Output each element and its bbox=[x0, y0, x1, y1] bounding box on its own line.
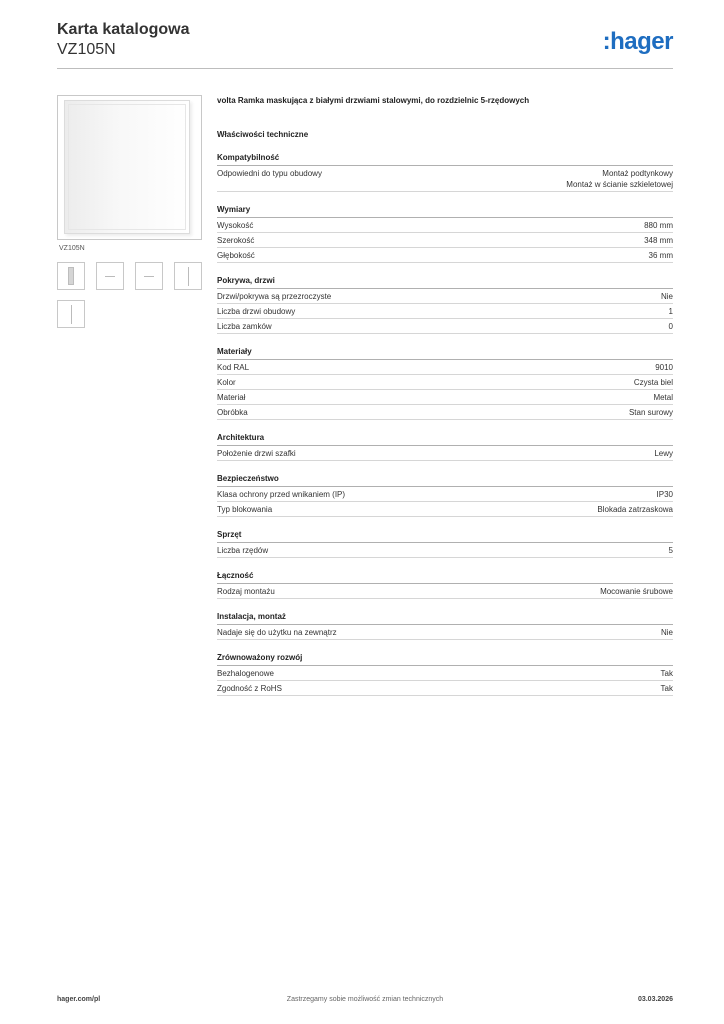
property-label: Liczba zamków bbox=[217, 322, 272, 331]
product-details bbox=[217, 95, 673, 696]
property-row bbox=[217, 502, 673, 517]
property-value bbox=[653, 392, 673, 403]
property-value-line: Mocowanie śrubowe bbox=[600, 587, 673, 596]
property-value bbox=[644, 235, 673, 246]
property-value-line: Montaż w ścianie szkieletowej bbox=[566, 180, 673, 189]
property-value bbox=[661, 291, 673, 302]
footer-website[interactable]: hager.com/pl bbox=[57, 996, 101, 1003]
property-section bbox=[217, 653, 673, 696]
drawing-thumb-icon bbox=[188, 267, 189, 286]
section-title: Sprzęt bbox=[217, 530, 673, 543]
property-section bbox=[217, 530, 673, 558]
property-row bbox=[217, 405, 673, 420]
product-code: VZ105N bbox=[57, 41, 116, 58]
property-value-line: 348 mm bbox=[644, 236, 673, 245]
property-section bbox=[217, 474, 673, 517]
page-header bbox=[57, 20, 673, 70]
section-title: Architektura bbox=[217, 433, 673, 446]
property-row bbox=[217, 625, 673, 640]
section-title: Materiały bbox=[217, 347, 673, 360]
property-label: Szerokość bbox=[217, 236, 255, 245]
panel-thumb-icon bbox=[68, 267, 74, 285]
image-caption: VZ105N bbox=[59, 245, 85, 252]
property-value-line: Nie bbox=[660, 292, 673, 301]
property-value-line: Metal bbox=[653, 393, 673, 402]
property-value-line: Stan surowy bbox=[628, 408, 673, 417]
property-row bbox=[217, 584, 673, 599]
thumbnail-drawing-4[interactable] bbox=[57, 300, 85, 328]
thumbnail-drawing-1[interactable] bbox=[96, 262, 124, 290]
drawing-thumb-icon bbox=[71, 305, 72, 324]
section-title: Instalacja, montaż bbox=[217, 612, 673, 625]
section-title: Kompatybilność bbox=[217, 153, 673, 166]
property-label: Odpowiedni do typu obudowy bbox=[217, 169, 322, 178]
property-label: Liczba drzwi obudowy bbox=[217, 307, 296, 316]
property-label: Bezhalogenowe bbox=[217, 669, 274, 678]
property-label: Drzwi/pokrywa są przezroczyste bbox=[217, 292, 332, 301]
property-value-line: IP30 bbox=[656, 490, 673, 499]
property-value-line: 36 mm bbox=[648, 251, 673, 260]
property-value bbox=[649, 250, 673, 261]
property-value bbox=[661, 627, 673, 638]
property-value-line: Nie bbox=[660, 628, 673, 637]
property-section bbox=[217, 571, 673, 599]
property-row bbox=[217, 218, 673, 233]
property-label: Położenie drzwi szafki bbox=[217, 449, 296, 458]
property-value-line: Montaż podtynkowy bbox=[602, 169, 673, 178]
thumbnail-front-view[interactable] bbox=[57, 262, 85, 290]
property-row bbox=[217, 304, 673, 319]
property-value bbox=[600, 586, 673, 597]
footer-date: 03.03.2026 bbox=[637, 996, 673, 1003]
property-value-line: Blokada zatrzaskowa bbox=[597, 505, 673, 514]
property-value-line: 5 bbox=[668, 546, 673, 555]
property-row bbox=[217, 166, 673, 192]
drawing-thumb-icon bbox=[105, 276, 115, 277]
property-section bbox=[217, 153, 673, 192]
property-label: Materiał bbox=[217, 393, 246, 402]
property-label: Nadaje się do użytku na zewnątrz bbox=[217, 628, 337, 637]
property-row bbox=[217, 446, 673, 461]
property-value bbox=[655, 362, 673, 373]
property-value bbox=[669, 321, 673, 332]
property-value-line: Lewy bbox=[654, 449, 673, 458]
property-value bbox=[669, 306, 673, 317]
property-value bbox=[657, 489, 673, 500]
property-label: Klasa ochrony przed wnikaniem (IP) bbox=[217, 490, 346, 499]
properties-sections bbox=[217, 153, 673, 696]
property-label: Głębokość bbox=[217, 251, 255, 260]
property-section bbox=[217, 433, 673, 461]
property-value-line: Tak bbox=[660, 669, 673, 678]
property-value bbox=[629, 407, 673, 418]
property-value-line: 0 bbox=[668, 322, 673, 331]
property-value bbox=[661, 683, 673, 694]
property-row bbox=[217, 319, 673, 334]
property-value-line: 9010 bbox=[655, 363, 673, 372]
property-section bbox=[217, 612, 673, 640]
property-value bbox=[634, 377, 673, 388]
property-value bbox=[661, 668, 673, 679]
property-row bbox=[217, 487, 673, 502]
property-label: Typ blokowania bbox=[217, 505, 273, 514]
header-divider bbox=[57, 68, 673, 69]
section-title: Łączność bbox=[217, 571, 673, 584]
property-row bbox=[217, 289, 673, 304]
product-image bbox=[57, 95, 202, 240]
property-label: Kolor bbox=[217, 378, 236, 387]
property-label: Wysokość bbox=[217, 221, 254, 230]
section-title: Wymiary bbox=[217, 205, 673, 218]
property-label: Rodzaj montażu bbox=[217, 587, 275, 596]
property-label: Kod RAL bbox=[217, 363, 250, 372]
property-value-line: 880 mm bbox=[644, 221, 673, 230]
property-value bbox=[597, 504, 673, 515]
property-row bbox=[217, 248, 673, 263]
property-section bbox=[217, 347, 673, 420]
property-row bbox=[217, 666, 673, 681]
property-label: Zgodność z RoHS bbox=[217, 684, 282, 693]
page-footer bbox=[57, 996, 673, 1010]
property-value-line: Tak bbox=[660, 684, 673, 693]
footer-notice: Zastrzegamy sobie możliwość zmian technicznych bbox=[286, 996, 444, 1003]
drawing-thumb-icon bbox=[144, 276, 154, 277]
door-panel-picture bbox=[64, 100, 190, 234]
property-value bbox=[566, 168, 673, 190]
property-row bbox=[217, 543, 673, 558]
property-row bbox=[217, 233, 673, 248]
property-section bbox=[217, 276, 673, 334]
document-title: Karta katalogowa bbox=[57, 21, 190, 38]
property-row bbox=[217, 390, 673, 405]
property-row bbox=[217, 681, 673, 696]
property-value bbox=[669, 545, 673, 556]
section-title: Bezpieczeństwo bbox=[217, 474, 673, 487]
property-row bbox=[217, 375, 673, 390]
hager-logo: :hager bbox=[602, 28, 673, 55]
section-title: Zrównoważony rozwój bbox=[217, 653, 673, 666]
property-label: Liczba rzędów bbox=[217, 546, 269, 555]
property-value-line: 1 bbox=[668, 307, 673, 316]
property-section bbox=[217, 205, 673, 263]
section-title: Pokrywa, drzwi bbox=[217, 276, 673, 289]
property-value bbox=[644, 220, 673, 231]
property-value-line: Czysta biel bbox=[633, 378, 673, 387]
thumbnail-drawing-2[interactable] bbox=[135, 262, 163, 290]
property-label: Obróbka bbox=[217, 408, 248, 417]
property-row bbox=[217, 360, 673, 375]
property-value bbox=[654, 448, 673, 459]
product-description: volta Ramka maskująca z białymi drzwiami stalowymi, do rozdzielnic 5-rzędowych bbox=[217, 96, 530, 105]
thumbnail-drawing-3[interactable] bbox=[174, 262, 202, 290]
properties-heading: Właściwości techniczne bbox=[217, 130, 309, 139]
